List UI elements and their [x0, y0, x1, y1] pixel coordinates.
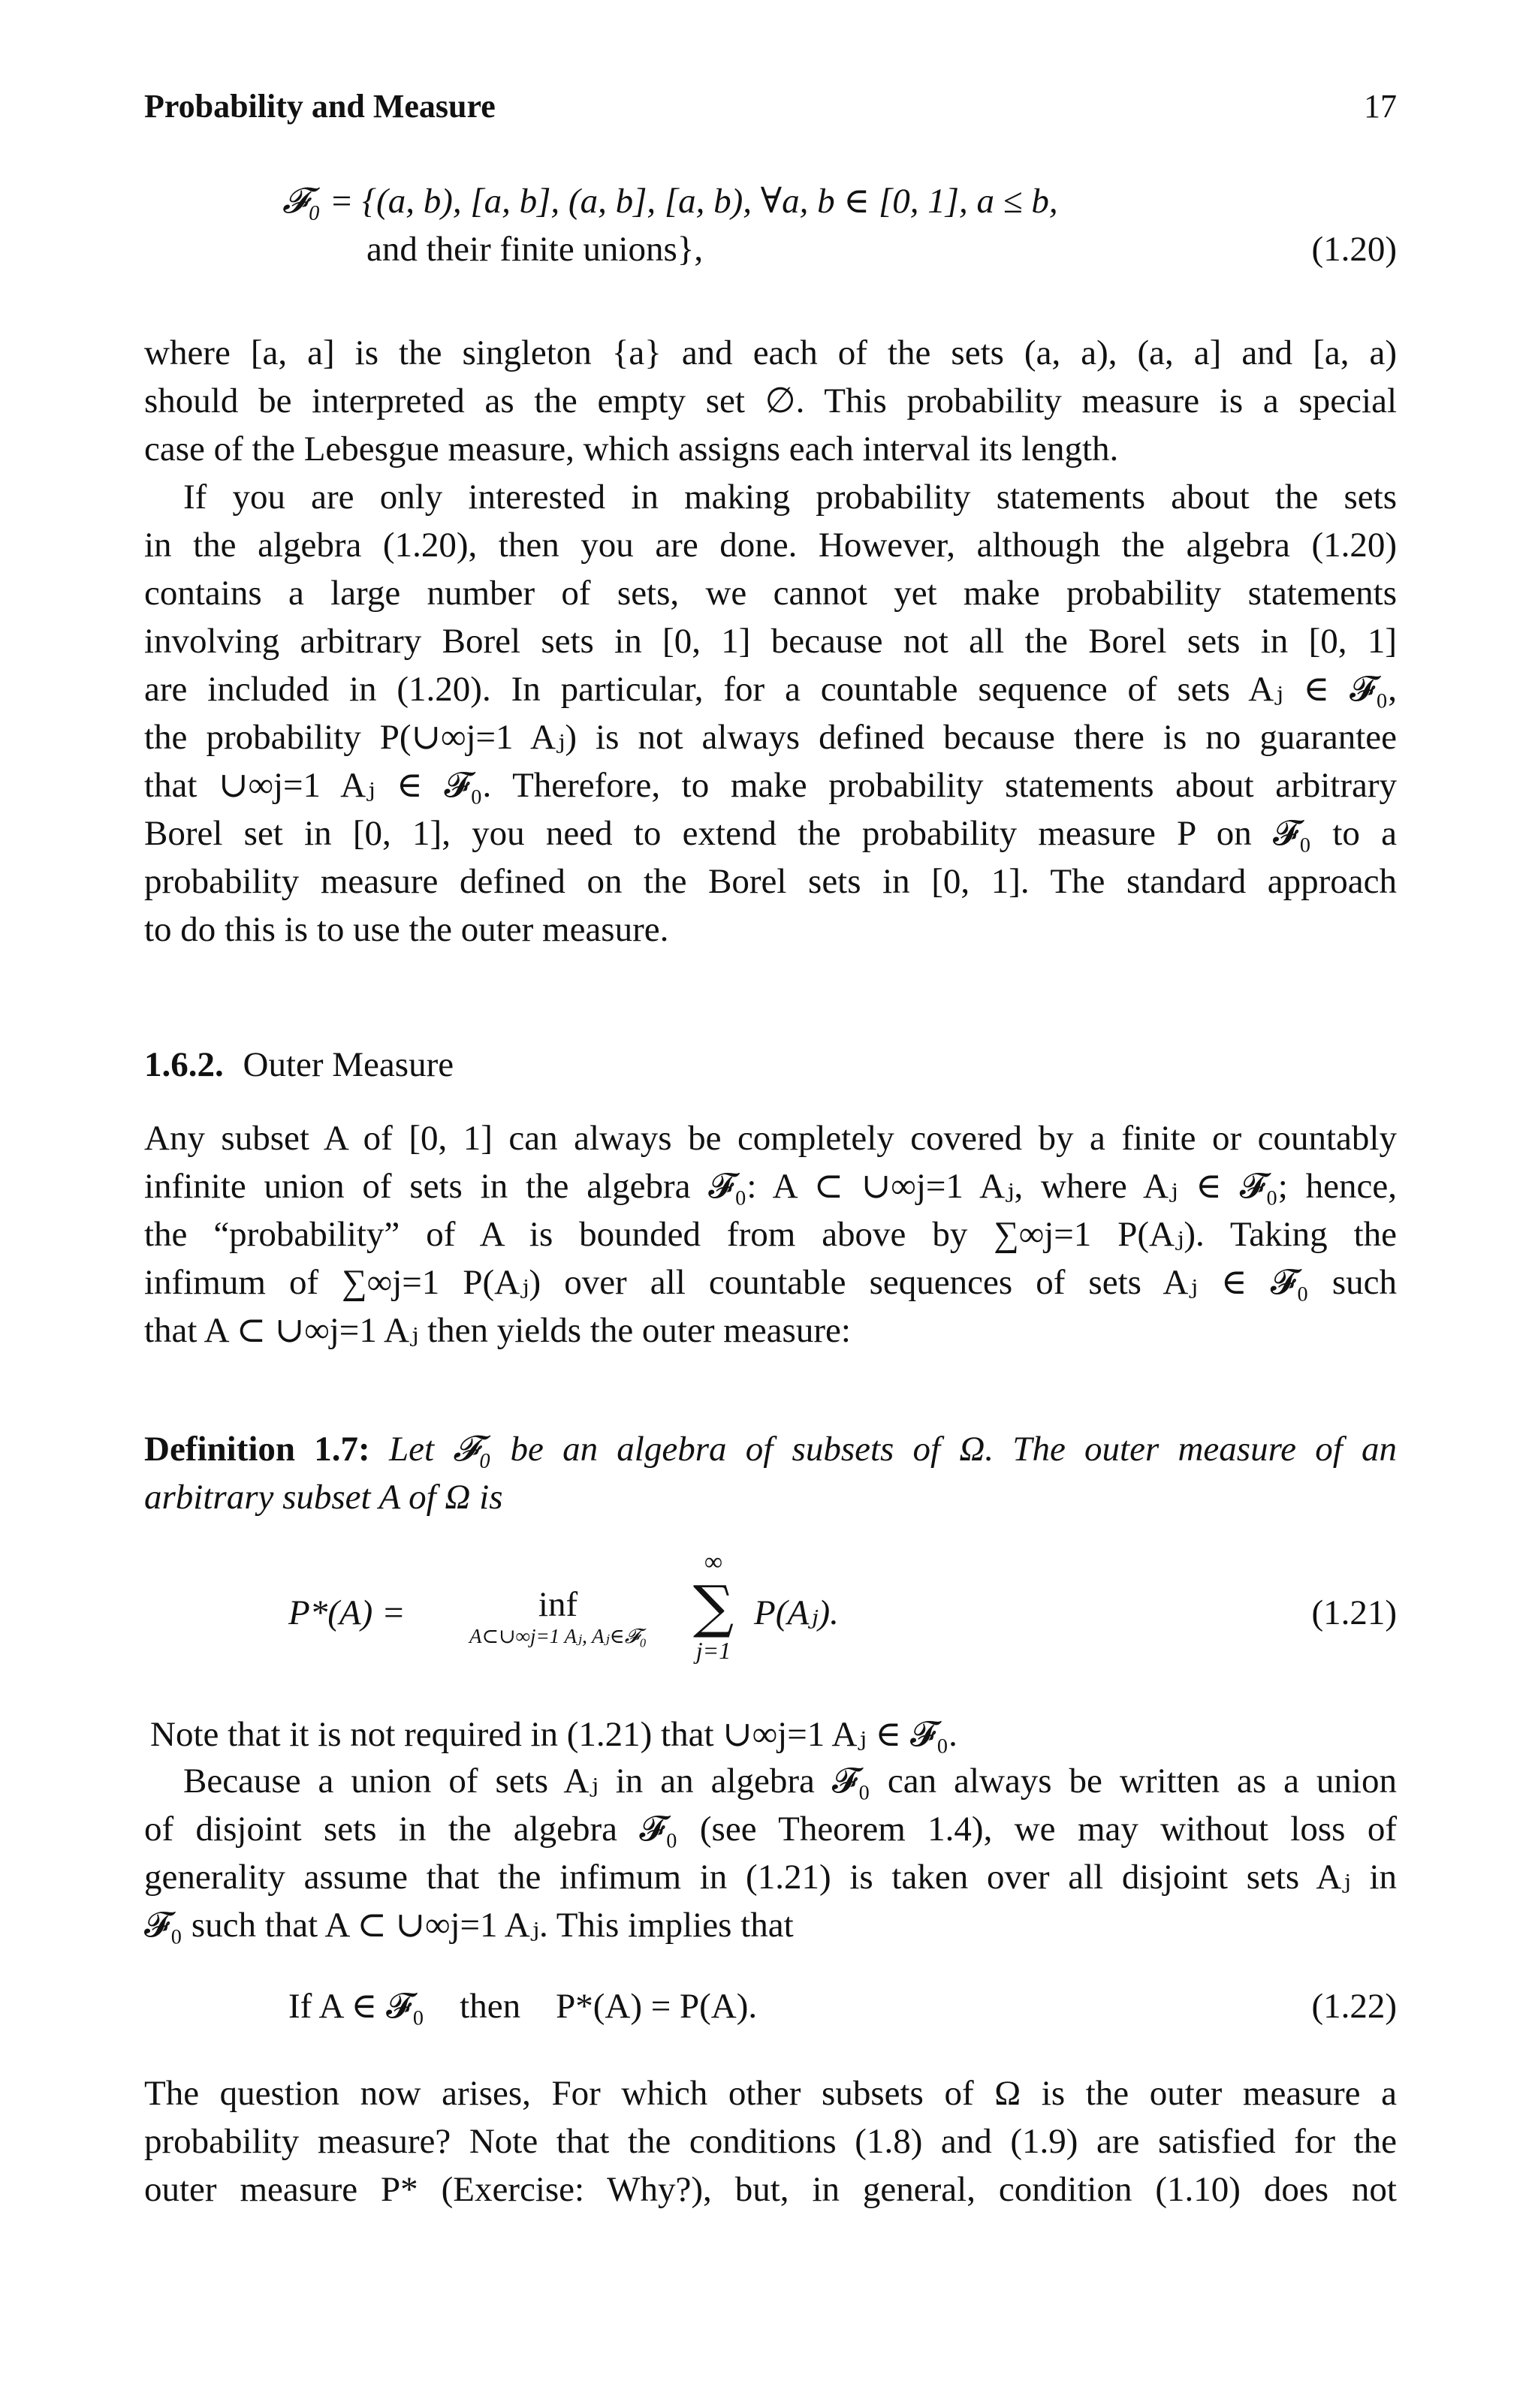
eq-rhs: P(Aⱼ). — [754, 1593, 839, 1632]
equation-number: (1.21) — [1311, 1593, 1397, 1632]
sum-symbol: ∑ — [692, 1573, 734, 1640]
text-line: that ∪∞j=1 Aⱼ ∈ 𝓕₀. Therefore, to make probability statements about arbitrary — [144, 766, 1397, 805]
definition-1-7 — [144, 1425, 1397, 1521]
running-title: Probability and Measure — [144, 88, 496, 125]
inf-operator: inf — [538, 1585, 578, 1624]
text-line: the “probability” of A is bounded from above by ∑∞j=1 P(Aⱼ). Taking the — [144, 1215, 1397, 1254]
equation-line-2: and their finite unions}, — [366, 230, 704, 269]
text-line: in the algebra (1.20), then you are done. However, although the algebra (1.20) — [144, 526, 1397, 565]
text-line: Because a union of sets Aⱼ in an algebra 𝓕₀ can always be written as a union — [183, 1762, 1397, 1801]
text-line: the probability P(∪∞j=1 Aⱼ) is not always defined because there is no guarantee — [144, 718, 1397, 757]
definition-line — [144, 1473, 1397, 1521]
text-line: that A ⊂ ∪∞j=1 Aⱼ then yields the outer measure: — [144, 1311, 851, 1350]
eq-lhs: P*(A) = — [288, 1593, 406, 1632]
text-line: involving arbitrary Borel sets in [0, 1] because not all the Borel sets in [0, 1] — [144, 622, 1397, 661]
equation-line-1: 𝓕₀ = {(a, b), [a, b], (a, b], [a, b), ∀a, b ∈ [0, 1], a ≤ b, — [282, 182, 1058, 221]
text-line: The question now arises, For which other subsets of Ω is the outer measure a — [144, 2074, 1397, 2113]
running-header — [144, 83, 1397, 135]
section-number: 1.6.2. — [144, 1045, 224, 1084]
sum-upper-limit: ∞ — [704, 1548, 723, 1576]
eq-infimum — [442, 1584, 674, 1647]
inf-subscript: A⊂∪∞j=1 Aⱼ, Aⱼ∈𝓕₀ — [469, 1625, 647, 1647]
text-line: case of the Lebesgue measure, which assigns each interval its length. — [144, 429, 1119, 469]
note-line: Note that it is not required in (1.21) that ∪∞j=1 Aⱼ ∈ 𝓕₀. — [150, 1715, 957, 1754]
text-line: Any subset A of [0, 1] can always be completely covered by a finite or countably — [144, 1119, 1397, 1158]
text-line: where [a, a] is the singleton {a} and each of the sets (a, a), (a, a] and [a, a) — [144, 333, 1397, 372]
equation-number: (1.22) — [1311, 1987, 1397, 2026]
equation-1-21 — [144, 1547, 1397, 1682]
paragraph-5 — [144, 2069, 1397, 2214]
equation-1-22 — [144, 1982, 1397, 2030]
text-line: outer measure P* (Exercise: Why?), but, in general, condition (1.10) does not — [144, 2170, 1397, 2209]
text-line: generality assume that the infimum in (1.21) is taken over all disjoint sets Aⱼ in — [144, 1858, 1397, 1897]
equation-text: If A ∈ 𝓕₀ then P*(A) = P(A). — [288, 1987, 758, 2026]
paragraph-1 — [144, 329, 1397, 473]
text-line: of disjoint sets in the algebra 𝓕₀ (see Theorem 1.4), we may without loss of — [144, 1810, 1397, 1849]
equation-number: (1.20) — [1311, 230, 1397, 269]
sum-lower-limit: j=1 — [695, 1637, 731, 1664]
text-line: should be interpreted as the empty set ∅. This probability measure is a special — [144, 381, 1397, 420]
definition-label: Definition 1.7: — [144, 1430, 370, 1469]
paragraph-3 — [144, 1114, 1397, 1355]
text-line: contains a large number of sets, we cannot yet make probability statements — [144, 574, 1397, 613]
text-line: 𝓕₀ such that A ⊂ ∪∞j=1 Aⱼ. This implies that — [144, 1906, 794, 1945]
section-title: Outer Measure — [243, 1045, 454, 1084]
equation-1-20 — [144, 177, 1397, 282]
eq-summation — [683, 1547, 743, 1665]
definition-line — [144, 1425, 1397, 1473]
paragraph-4 — [144, 1757, 1397, 1949]
text-line: infimum of ∑∞j=1 P(Aⱼ) over all countable sequences of sets Aⱼ ∈ 𝓕₀ such — [144, 1263, 1397, 1302]
section-heading — [144, 1041, 454, 1089]
text-line: probability measure defined on the Borel sets in [0, 1]. The standard approach — [144, 862, 1397, 901]
definition-text: arbitrary subset A of Ω is — [144, 1478, 503, 1517]
text-line: Borel set in [0, 1], you need to extend the probability measure P on 𝓕₀ to a — [144, 814, 1397, 853]
page-number: 17 — [1364, 88, 1397, 125]
text-line: If you are only interested in making probability statements about the sets — [183, 478, 1397, 517]
text-line: to do this is to use the outer measure. — [144, 910, 669, 949]
paragraph-2 — [144, 473, 1397, 954]
text-line: infinite union of sets in the algebra 𝓕₀: A ⊂ ∪∞j=1 Aⱼ, where Aⱼ ∈ 𝓕₀; hence, — [144, 1167, 1397, 1206]
text-line: probability measure? Note that the conditions (1.8) and (1.9) are satisfied for the — [144, 2122, 1397, 2161]
text-line: are included in (1.20). In particular, for a countable sequence of sets Aⱼ ∈ 𝓕₀, — [144, 670, 1397, 709]
definition-text: Let 𝓕₀ be an algebra of subsets of Ω. The outer measure of an — [388, 1430, 1397, 1469]
